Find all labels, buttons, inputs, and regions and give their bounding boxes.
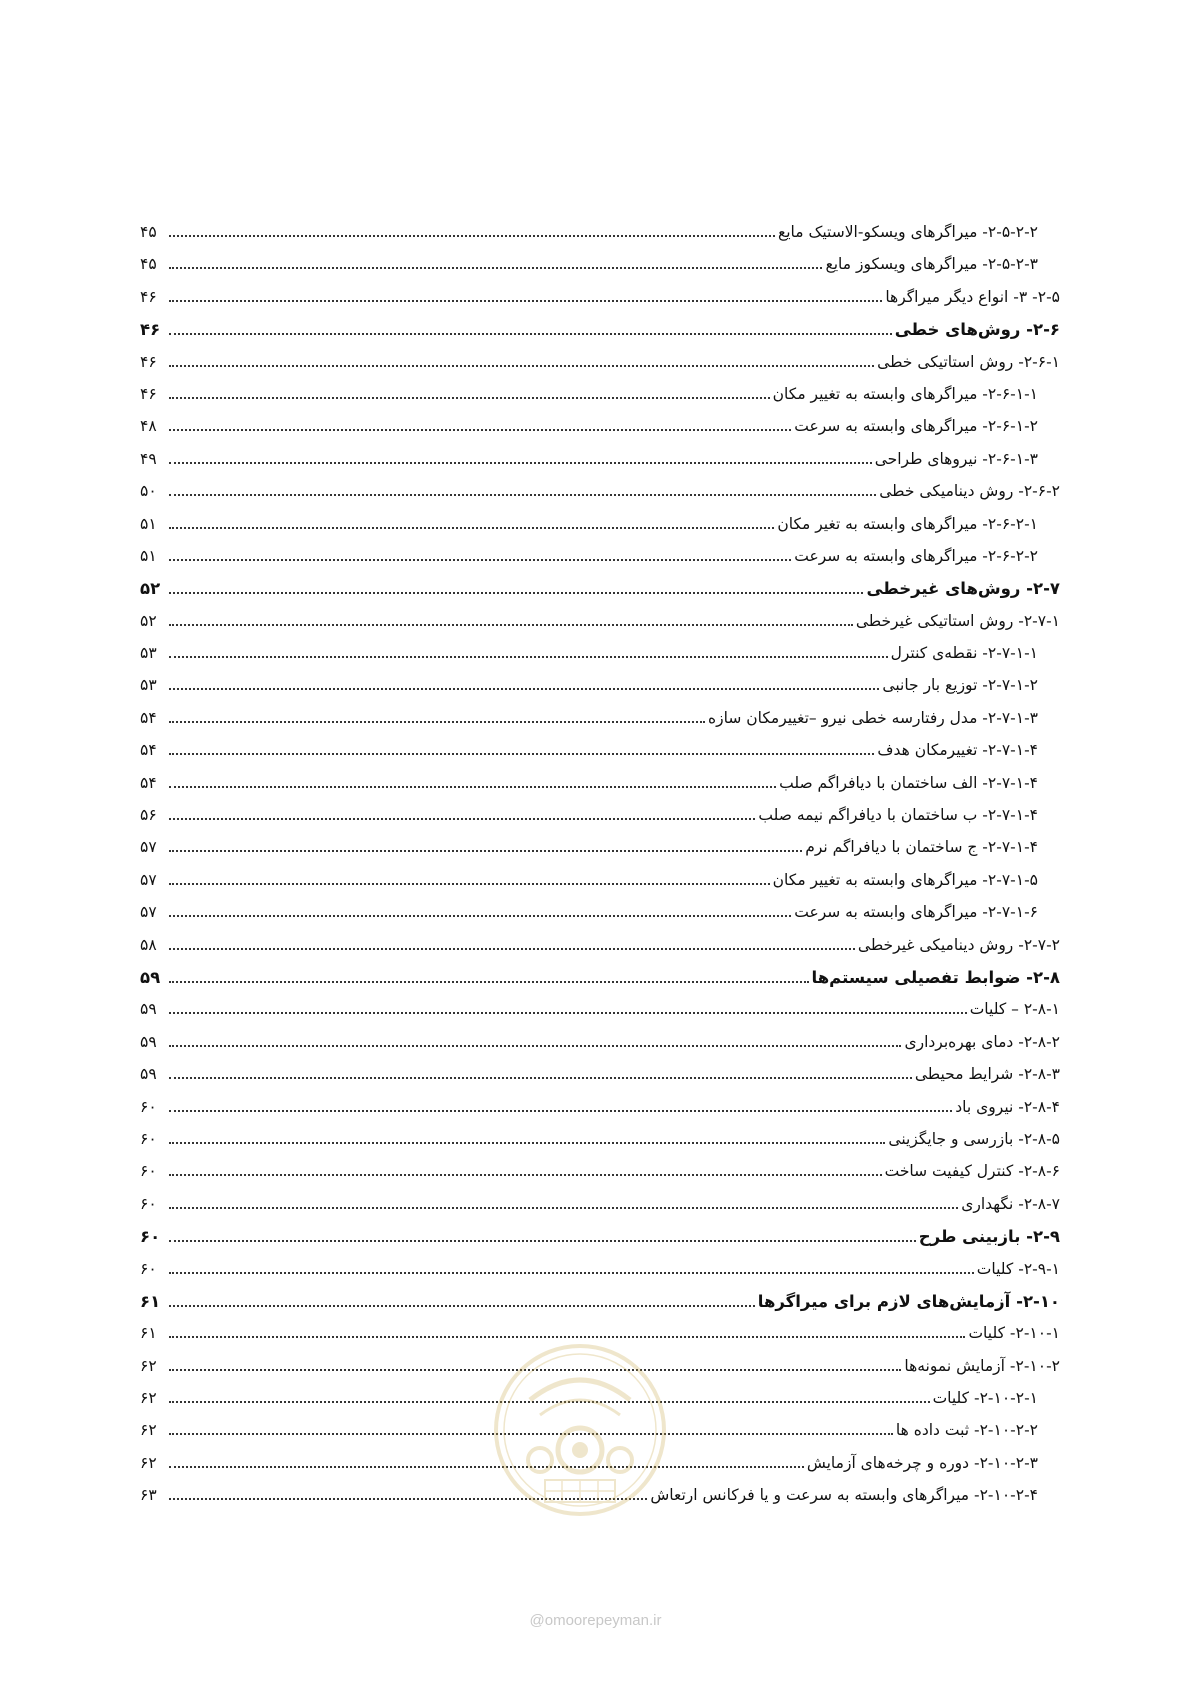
dot-leader [169, 688, 879, 690]
watermark-url: @omoorepeyman.ir [529, 1612, 662, 1629]
toc-entry-title: ۲-۶-۱-۳- نیروهای طراحی [874, 449, 1038, 468]
toc-entry-page: ۵۴ [140, 773, 157, 792]
toc-entry-title: ۲-۵- ۳- انواع دیگر میراگرها [885, 287, 1060, 306]
toc-entry[interactable] [140, 838, 1060, 870]
toc-entry-page: ۴۹ [140, 449, 157, 468]
toc-entry-title: ۲-۷-۱-۱- نقطه‌ی کنترل [890, 644, 1038, 663]
toc-entry-page: ۴۵ [140, 223, 157, 241]
toc-entry[interactable] [140, 547, 1060, 579]
dot-leader [169, 267, 822, 269]
toc-entry[interactable] [140, 1260, 1060, 1292]
toc-entry[interactable] [140, 320, 1060, 352]
toc-entry[interactable] [140, 1162, 1060, 1194]
toc-entry-page: ۶۱ [140, 1291, 161, 1311]
toc-entry-title: ۲-۶-۱- روش استاتیکی خطی [877, 352, 1060, 371]
toc-entry-page: ۶۲ [140, 1356, 157, 1375]
toc-entry-page: ۵۸ [140, 935, 157, 954]
toc-entry[interactable] [140, 417, 1060, 449]
dot-leader [169, 1110, 952, 1112]
toc-entry-page: ۵۲ [140, 611, 157, 630]
toc-entry-title: ۲-۷-۱-۳- مدل رفتارسه خطی نیرو –تغییرمکان سازه [707, 708, 1038, 727]
toc-entry-title: ۲-۷-۱-۴- تغییرمکان هدف [877, 741, 1038, 760]
toc-entry[interactable] [140, 579, 1060, 611]
toc-entry-page: ۵۱ [140, 546, 157, 565]
toc-entry-page: ۴۸ [140, 417, 157, 436]
toc-entry-title: ۲-۷-۱-۴- ب ساختمان با دیافراگم نیمه صلب [758, 806, 1038, 825]
toc-entry[interactable] [140, 676, 1060, 708]
toc-entry-title: ۲-۱۰-۱- کلیات [968, 1324, 1060, 1343]
toc-entry-title: ۲-۶-۱-۲- میراگرهای وابسته به سرعت [794, 417, 1038, 436]
toc-entry[interactable] [140, 1098, 1060, 1130]
toc-entry-title: ۲-۶-۲-۱- میراگرهای وابسته به تغیر مکان [777, 514, 1038, 533]
toc-entry-title: ۲-۷-۱-۴- الف ساختمان با دیافراگم صلب [779, 773, 1038, 792]
watermark-logo-icon [490, 1340, 670, 1520]
toc-entry-title: ۲-۷-۱-۲- توزیع بار جانبی [882, 676, 1038, 695]
toc-entry-title: ۲-۸-۶- کنترل کیفیت ساخت [884, 1162, 1060, 1181]
toc-entry-page: ۶۰ [140, 1227, 161, 1247]
dot-leader [169, 753, 874, 755]
toc-entry[interactable] [140, 1195, 1060, 1227]
toc-entry-title: ۲-۷-۱-۶- میراگرهای وابسته به سرعت [794, 903, 1038, 922]
dot-leader [169, 1207, 958, 1209]
toc-entry-page: ۴۶ [140, 287, 157, 306]
toc-entry-page: ۴۶ [140, 384, 157, 403]
toc-entry[interactable] [140, 806, 1060, 838]
dot-leader [169, 1045, 901, 1047]
dot-leader [169, 1305, 755, 1307]
toc-entry-title: ۲-۱۰-۲- آزمایش نمونه‌ها [904, 1356, 1060, 1375]
toc-entry[interactable] [140, 1130, 1060, 1162]
dot-leader [169, 333, 892, 335]
dot-leader [169, 235, 775, 237]
toc-entry-title: ۲-۸-۳- شرایط محیطی [914, 1065, 1060, 1084]
toc-entry-page: ۵۶ [140, 806, 157, 825]
toc-entry[interactable] [140, 612, 1060, 644]
toc-entry-page: ۵۳ [140, 676, 157, 695]
table-of-contents [140, 223, 1060, 1519]
toc-entry-title: ۲-۱۰-۲-۲- ثبت داده ها [895, 1421, 1038, 1440]
toc-entry-title: ۲-۸-۷- نگهداری [961, 1194, 1060, 1213]
dot-leader [169, 786, 776, 788]
toc-entry[interactable] [140, 353, 1060, 385]
toc-entry-page: ۵۹ [140, 1032, 157, 1051]
toc-entry[interactable] [140, 1292, 1060, 1324]
dot-leader [169, 981, 809, 983]
toc-entry-title: ۲-۸-۵- بازرسی و جایگزینی [888, 1129, 1060, 1148]
toc-entry[interactable] [140, 450, 1060, 482]
toc-entry[interactable] [140, 1033, 1060, 1065]
toc-entry-page: ۶۲ [140, 1421, 157, 1440]
toc-entry[interactable] [140, 741, 1060, 773]
toc-entry-title: ۲-۶-۲-۲- میراگرهای وابسته به سرعت [794, 546, 1038, 565]
toc-entry-page: ۵۹ [140, 1000, 157, 1019]
toc-entry-title: ۲-۷-۱- روش استاتیکی غیرخطی [855, 611, 1060, 630]
toc-entry-title: ۲-۱۰-۲-۱- کلیات [932, 1389, 1038, 1408]
dot-leader [169, 1466, 804, 1468]
toc-entry-page: ۵۲ [140, 579, 161, 599]
toc-entry-page: ۵۰ [140, 482, 157, 501]
dot-leader [169, 592, 863, 594]
toc-entry-page: ۵۱ [140, 514, 157, 533]
toc-entry-title: ۲-۸- ضوابط تفصیلی سیستم‌ها [811, 967, 1060, 987]
toc-entry[interactable] [140, 515, 1060, 547]
toc-entry-title: ۲-۹- بازبینی طرح [918, 1227, 1060, 1247]
dot-leader [169, 883, 770, 885]
dot-leader [169, 850, 802, 852]
toc-entry-page: ۶۰ [140, 1162, 157, 1181]
dot-leader [169, 1240, 916, 1242]
toc-entry[interactable] [140, 709, 1060, 741]
toc-entry-title: ۲-۵-۲-۳- میراگرهای ویسکوز مایع [825, 255, 1038, 274]
dot-leader [169, 559, 791, 561]
dot-leader [169, 462, 872, 464]
toc-entry-title: ۲-۹-۱- کلیات [976, 1259, 1060, 1278]
toc-entry[interactable] [140, 644, 1060, 676]
toc-entry-title: ۲-۷-۲- روش دینامیکی غیرخطی [857, 935, 1060, 954]
dot-leader [169, 915, 791, 917]
dot-leader [169, 494, 876, 496]
toc-entry[interactable] [140, 871, 1060, 903]
dot-leader [169, 656, 888, 658]
dot-leader [169, 948, 855, 950]
toc-entry[interactable] [140, 774, 1060, 806]
toc-entry-page: ۵۷ [140, 903, 157, 922]
dot-leader [169, 1336, 965, 1338]
toc-entry[interactable] [140, 936, 1060, 968]
toc-entry-title: ۲-۱۰-۲-۳- دوره و چرخه‌های آزمایش [806, 1453, 1038, 1472]
toc-entry-page: ۶۳ [140, 1486, 157, 1505]
toc-entry-title: ۲-۸-۱ – کلیات [969, 1000, 1060, 1019]
toc-entry-page: ۵۷ [140, 870, 157, 889]
toc-entry-title: ۲-۵-۲-۲- میراگرهای ویسکو-الاستیک مایع [777, 223, 1038, 241]
dot-leader [169, 397, 770, 399]
dot-leader [169, 1272, 974, 1274]
dot-leader [169, 1012, 967, 1014]
toc-entry-page: ۶۲ [140, 1453, 157, 1472]
toc-entry[interactable] [140, 255, 1060, 287]
toc-entry-page: ۵۳ [140, 644, 157, 663]
dot-leader [169, 527, 774, 529]
dot-leader [169, 721, 705, 723]
toc-entry[interactable] [140, 1000, 1060, 1032]
dot-leader [169, 624, 853, 626]
dot-leader [169, 365, 874, 367]
toc-entry-title: ۲-۶-۲- روش دینامیکی خطی [879, 482, 1060, 501]
toc-entry-page: ۴۵ [140, 255, 157, 274]
toc-entry-page: ۶۰ [140, 1259, 157, 1278]
toc-entry[interactable] [140, 903, 1060, 935]
toc-entry-page: ۶۰ [140, 1097, 157, 1116]
toc-entry-page: ۴۶ [140, 320, 161, 340]
toc-entry-page: ۶۰ [140, 1194, 157, 1213]
toc-entry-title: ۲-۱۰- آزمایش‌های لازم برای میراگرها [757, 1291, 1060, 1311]
toc-entry-page: ۵۴ [140, 708, 157, 727]
dot-leader [169, 429, 791, 431]
toc-entry-title: ۲-۸-۴- نیروی باد [955, 1097, 1060, 1116]
toc-entry-title: ۲-۱۰-۲-۴- میراگرهای وابسته به سرعت و یا فرکانس ارتعاش [650, 1486, 1038, 1505]
toc-entry-title: ۲-۶-۱-۱- میراگرهای وابسته به تغییر مکان [772, 384, 1038, 403]
toc-entry-title: ۲-۸-۲- دمای بهره‌برداری [904, 1032, 1060, 1051]
dot-leader [169, 1142, 885, 1144]
toc-entry-title: ۲-۷-۱-۴- ج ساختمان با دیافراگم نرم [805, 838, 1038, 857]
toc-entry-page: ۵۷ [140, 838, 157, 857]
toc-entry-title: ۲-۷- روش‌های غیرخطی [866, 579, 1060, 599]
toc-entry-page: ۶۰ [140, 1129, 157, 1148]
dot-leader [169, 1077, 912, 1079]
toc-entry[interactable] [140, 223, 1060, 255]
dot-leader [169, 300, 882, 302]
toc-entry[interactable] [140, 1227, 1060, 1259]
toc-entry[interactable] [140, 1065, 1060, 1097]
toc-entry-page: ۶۲ [140, 1389, 157, 1408]
toc-entry[interactable] [140, 288, 1060, 320]
toc-entry-page: ۴۶ [140, 352, 157, 371]
toc-entry[interactable] [140, 482, 1060, 514]
toc-entry-title: ۲-۶- روش‌های خطی [894, 320, 1060, 340]
dot-leader [169, 1174, 882, 1176]
toc-entry-page: ۵۹ [140, 967, 161, 987]
toc-entry[interactable] [140, 385, 1060, 417]
dot-leader [169, 818, 755, 820]
toc-entry-page: ۵۹ [140, 1065, 157, 1084]
toc-entry-page: ۶۱ [140, 1324, 157, 1343]
toc-entry-title: ۲-۷-۱-۵- میراگرهای وابسته به تغییر مکان [772, 870, 1038, 889]
toc-entry-page: ۵۴ [140, 741, 157, 760]
toc-entry[interactable] [140, 968, 1060, 1000]
